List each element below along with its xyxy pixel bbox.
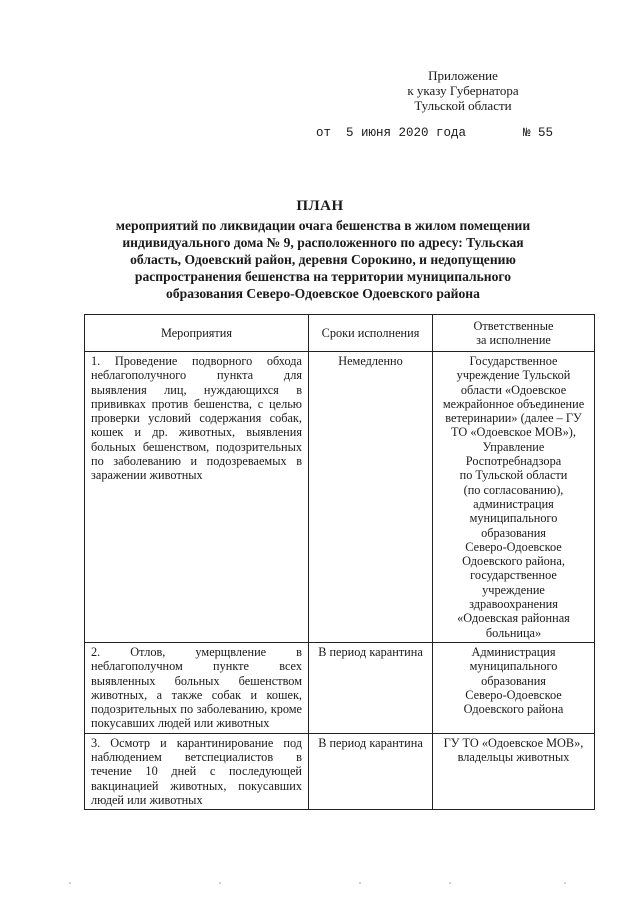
header-measures: Мероприятия xyxy=(85,315,309,352)
responsible-line: государственное xyxy=(470,568,557,583)
decree-number: № 55 xyxy=(523,126,554,140)
term-cell: Немедленно xyxy=(309,352,433,643)
responsible-line: владельцы животных xyxy=(457,750,570,765)
subtitle-line: распространения бешенства на территории муниципального xyxy=(134,269,512,284)
responsible-line: учреждение Тульской xyxy=(456,368,571,383)
measure-cell: 3. Осмотр и карантинирование под наблюдением ветспециалистов в течение 10 дней с последующей вакцинацией животных, покусавших людей или животных xyxy=(85,733,309,809)
responsible-line: области «Одоевское xyxy=(460,382,567,397)
responsible-cell xyxy=(433,642,595,733)
subtitle-line: область, Одоевский район, деревня Сорокино, и недопущению xyxy=(130,252,516,267)
table-row xyxy=(85,352,595,643)
responsible-line: Государственное xyxy=(469,354,558,368)
subtitle-line: индивидуального дома № 9, расположенного по адресу: Тульская xyxy=(122,235,524,250)
header-responsible xyxy=(433,315,595,352)
responsible-line: по Тульской области xyxy=(459,468,568,483)
header-terms: Сроки исполнения xyxy=(309,315,433,352)
plan-table xyxy=(84,314,595,810)
appendix-line-2: к указу Губернатора xyxy=(407,83,519,98)
document-title: ПЛАН xyxy=(296,198,344,214)
table-row xyxy=(85,733,595,809)
responsible-line: образования xyxy=(481,673,546,688)
measure-cell: 1. Проведение подворного обхода неблагополучного пункта для выявления лиц, нуждающихся в прививках против бешенства, с целью проверки условий содержания собак, кошек и др. животных, выявления больных бешенством, подозрительных по заболеванию и подозреваемых в заражении животных xyxy=(85,352,309,643)
term-cell: В период карантина xyxy=(309,642,433,733)
responsible-line: Управление xyxy=(482,439,545,454)
decree-date: от 5 июня 2020 года xyxy=(316,126,467,140)
responsible-cell xyxy=(433,352,595,643)
header-responsible-line: за исполнение xyxy=(476,333,551,347)
document-subtitle xyxy=(105,217,541,302)
responsible-line: Северо-Одоевское xyxy=(465,539,562,554)
responsible-line: межрайонное объединение xyxy=(442,396,585,411)
responsible-line: муниципального xyxy=(469,511,558,526)
header-responsible-line: Ответственные xyxy=(473,318,554,333)
responsible-line: Одоевского района xyxy=(463,702,564,717)
table-header-row xyxy=(85,315,595,352)
responsible-line: Администрация xyxy=(471,644,556,659)
subtitle-line: образования Северо-Одоевское Одоевского района xyxy=(166,286,480,301)
table-row xyxy=(85,642,595,733)
responsible-line: «Одоевская районная xyxy=(457,611,570,626)
responsible-line: Северо-Одоевское xyxy=(465,687,562,702)
responsible-line: ветеринарии» (далее – ГУ xyxy=(445,411,582,426)
appendix-line-1: Приложение xyxy=(428,68,498,83)
appendix-header xyxy=(383,68,543,113)
responsible-line: ТО «Одоевское МОВ»), xyxy=(451,425,576,440)
appendix-line-3: Тульской области xyxy=(414,98,512,113)
term-cell: В период карантина xyxy=(309,733,433,809)
responsible-line: ГУ ТО «Одоевское МОВ», xyxy=(443,735,584,750)
responsible-line: больница» xyxy=(485,625,542,640)
measure-cell: 2. Отлов, умерщвление в неблагополучном пункте всех выявленных больных бешенством животных, а также собак и кошек, подозрительных по заболеванию, кроме покусавших людей или животных xyxy=(85,642,309,733)
responsible-line: здравоохранения xyxy=(469,597,558,612)
scan-artifact-dots xyxy=(60,880,580,886)
responsible-line: Одоевского района, xyxy=(462,554,565,569)
responsible-line: муниципального xyxy=(469,659,558,674)
responsible-line: Роспотребнадзора xyxy=(465,454,562,469)
subtitle-line: мероприятий по ликвидации очага бешенства в жилом помещении xyxy=(115,218,531,233)
responsible-line: образования xyxy=(481,525,546,540)
responsible-cell xyxy=(433,733,595,809)
responsible-line: администрация xyxy=(473,496,554,511)
responsible-line: учреждение xyxy=(482,582,545,597)
responsible-line: (по согласованию), xyxy=(463,482,564,497)
